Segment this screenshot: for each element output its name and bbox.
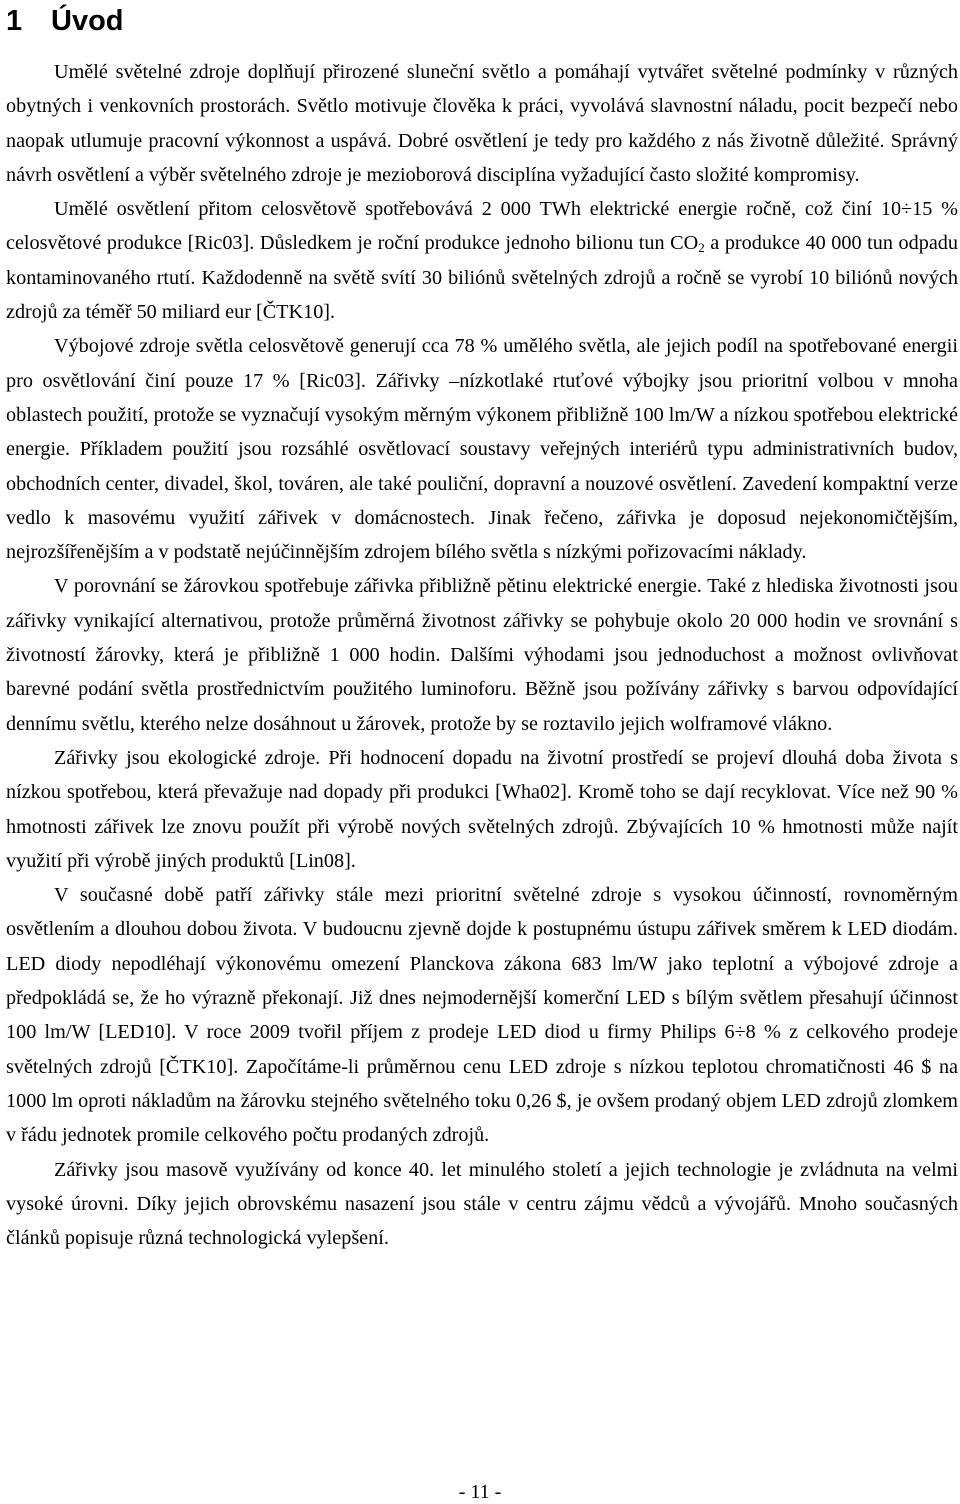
paragraph: V porovnání se žárovkou spotřebuje zářivka přibližně pětinu elektrické energie. Také z hlediska životnosti jsou zářivky vynikající alternativou, protože průměrná životnost zářivky se pohybuje okolo 20 000 hodin ve srovnání s životností žárovky, která je přibližně 1 000 hodin. Dalšími výhodami jsou jednoduchost a možnost ovlivňovat barevné podání světla prostřednictvím použitého luminoforu. Běžně jsou požívány zářivky s barvou odpovídající dennímu světlu, kterého nelze dosáhnout u žárovek, protože by se roztavilo jejich wolframové vlákno. [6, 575, 958, 735]
page-number: - 11 - [458, 1481, 502, 1503]
paragraph [6, 192, 958, 329]
paragraph: Zářivky jsou masově využívány od konce 40. let minulého století a jejich technologie je zvládnuta na velmi vysoké úrovni. Díky jejich obrovskému nasazení jsou stále v centru zájmu vědců a vývojářů. Mnoho současných článků popisuje různá technologická vylepšení. [6, 1158, 958, 1250]
paragraph: Výbojové zdroje světla celosvětově generují cca 78 % umělého světla, ale jejich podíl na spotřebované energii pro osvětlování činí pouze 17 % [Ric03]. Zářivky –nízkotlaké rtuťové výbojky jsou prioritní volbou v mnoha oblastech použití, protože se vyznačují vysokým měrným výkonem přibližně 100 lm/W a nízkou spotřebou elektrické energie. Příkladem použití jsou rozsáhlé osvětlovací soustavy veřejných interiérů typu administrativních budov, obchodních center, divadel, škol, továren, ale také pouliční, dopravní a nouzové osvětlení. Zavedení kompaktní verze vedlo k masovému využití zářivek v domácnostech. Jinak řečeno, zářivka je doposud nejekonomičtějším, nejrozšířenějším a v podstatě nejúčinnějším zdrojem bílého světla s nízkými pořizovacími náklady. [6, 335, 958, 564]
section-heading [6, 2, 124, 40]
section-number: 1 [6, 5, 23, 37]
body-text [6, 55, 958, 1255]
paragraph: Zářivky jsou ekologické zdroje. Při hodnocení dopadu na životní prostředí se projeví dlouhá doba života s nízkou spotřebou, která převažuje nad dopady při produkci [Wha02]. Kromě toho se dají recyklovat. Více než 90 % hmotnosti zářivek lze znovu použít při výrobě nových světelných zdrojů. Zbývajících 10 % hmotnosti může najít využití při výrobě jiných produktů [Lin08]. [6, 746, 958, 872]
paragraph: Umělé světelné zdroje doplňují přirozené sluneční světlo a pomáhají vytvářet světelné podmínky v různých obytných i venkovních prostorách. Světlo motivuje člověka k práci, vyvolává slavnostní náladu, pocit bezpečí nebo naopak utlumuje pracovní výkonnost a uspává. Dobré osvětlení je tedy pro každého z nás životně důležité. Správný návrh osvětlení a výběr světelného zdroje je mezioborová disciplína vyžadující často složité kompromisy. [6, 61, 958, 186]
paragraph-text: Umělé osvětlení přitom celosvětově spotřebovává 2 000 TWh elektrické energie ročně, což činí 10÷15 % celosvětové produkce [Ric03]. Důsledkem je roční produkce jednoho bilionu tun CO [6, 198, 958, 255]
paragraph: V současné době patří zářivky stále mezi prioritní světelné zdroje s vysokou účinností, rovnoměrným osvětlením a dlouhou dobou života. V budoucnu zjevně dojde k postupnému ústupu zářivek směrem k LED diodám. LED diody nepodléhají výkonovému omezení Planckova zákona 683 lm/W jako teplotní a výbojové zdroje a předpokládá se, že ho výrazně překonají. Již dnes nejmodernější komerční LED s bílým světlem přesahují účinnost 100 lm/W [LED10]. V roce 2009 tvořil příjem z prodeje LED diod u firmy Philips 6÷8 % z celkového prodeje světelných zdrojů [ČTK10]. Započítáme-li průměrnou cenu LED zdroje s nízkou teplotou chromatičnosti 46 $ na 1000 lm oproti nákladům na žárovku stejného světelného toku 0,26 $, je ovšem prodaný objem LED zdrojů zlomkem v řádu jednotek promile celkového počtu prodaných zdrojů. [6, 884, 958, 1147]
subscript: 2 [698, 240, 705, 256]
paragraph-text: a produkce 40 000 tun odpadu kontaminovaného rtutí. Každodenně na světě svítí 30 biliónů světelných zdrojů a ročně se vyrobí 10 biliónů nových zdrojů za téměř 50 miliard eur [ČTK10]. [6, 232, 958, 324]
section-title: Úvod [51, 5, 124, 37]
